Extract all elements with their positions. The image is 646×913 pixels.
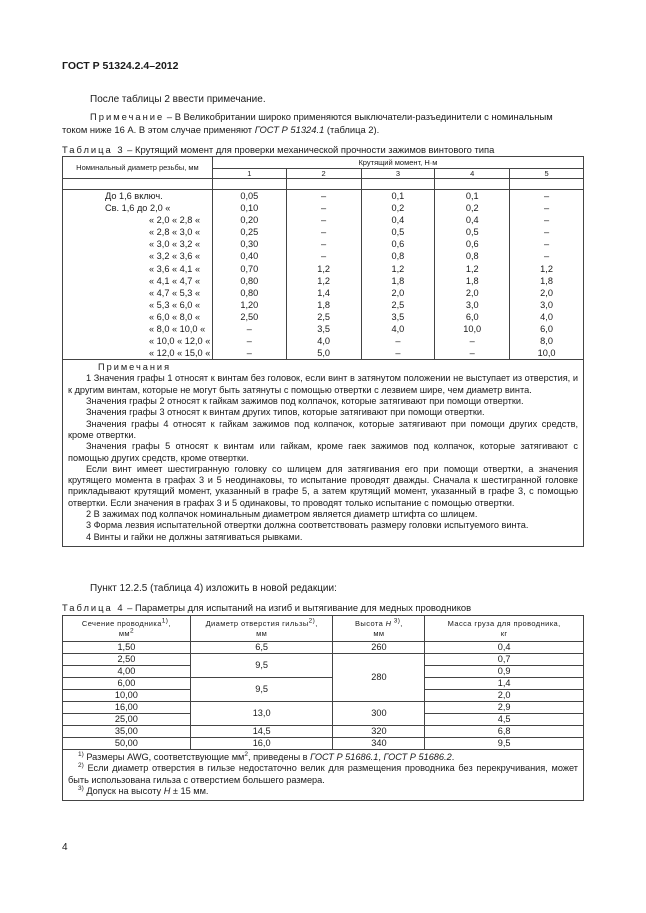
note-text-1: – В Великобритании широко применяются выключатели-разъединители с номинальным <box>164 111 553 122</box>
table3-row <box>63 190 584 203</box>
table3-note: Значения графы 3 относят к винтам других типов, которые затягивают при помощи отвертки. <box>86 407 485 418</box>
table4-diameter: 9,5 <box>190 654 333 678</box>
table3-caption-text: – Крутящий момент для проверки механической прочности зажимов винтового типа <box>124 144 495 155</box>
table4-section: 6,00 <box>63 678 191 690</box>
table3-torque-cell: 1,2 <box>510 262 584 274</box>
table3-torque-cell: 0,6 <box>361 238 435 250</box>
table3-note: Если винт имеет шестигранную головку со шлицем для затягивания его при помощи отвертки, а значения крутящего момента в графах 3 и 5 неодинаковы, то испытание проводят дважды. Сначала к шестигранной головке прикладывают крутящий момент, указанный в графе 5, а затем крутящий момент, указанный в графе 3, с помощью отвертки. Если значения в графах 3 и 5 одинаковы, то проводят только испытание с помощью отвертки. <box>68 463 578 508</box>
table3-torque-cell: 0,8 <box>435 250 510 262</box>
table3-diameter-cell: « 6,0 « 8,0 « <box>63 311 213 323</box>
table3-col-3: 3 <box>361 169 435 179</box>
table4-mass: 2,0 <box>425 690 584 702</box>
table3 <box>62 156 584 547</box>
table4-diameter: 9,5 <box>190 678 333 702</box>
table4-section: 25,00 <box>63 714 191 726</box>
document-code: ГОСТ Р 51324.2.4–2012 <box>62 60 179 72</box>
table3-diameter-cell: « 3,6 « 4,1 « <box>63 262 213 274</box>
table3-row <box>63 335 584 347</box>
note-label: Примечание <box>90 111 165 122</box>
table3-note: 3 Форма лезвия испытательной отвертки должна соответствовать размеру головки испытуемого винта. <box>86 520 529 531</box>
table3-torque-cell: 3,0 <box>435 299 510 311</box>
table4-diameter: 14,5 <box>190 726 333 738</box>
table3-torque-cell: 1,8 <box>286 299 361 311</box>
table3-torque-cell: 0,80 <box>212 275 286 287</box>
table3-torque-cell: 0,2 <box>435 202 510 214</box>
table3-torque-cell: 0,30 <box>212 238 286 250</box>
table3-torque-cell: 0,1 <box>435 190 510 203</box>
table4-mass: 9,5 <box>425 738 584 750</box>
table3-row <box>63 262 584 274</box>
table3-note: Значения графы 5 относят к винтам или гайкам, кроме гаек зажимов под колпачок, которые затягивают с помощью других средств, кроме отвертки. <box>68 441 578 463</box>
table3-torque-cell: – <box>212 335 286 347</box>
table3-row <box>63 214 584 226</box>
table3-torque-cell: 10,0 <box>435 323 510 335</box>
table3-torque-cell: 1,2 <box>286 275 361 287</box>
table3-row <box>63 238 584 250</box>
table4 <box>62 615 584 801</box>
table3-torque-cell: 2,50 <box>212 311 286 323</box>
table3-torque-cell: 0,4 <box>435 214 510 226</box>
table3-torque-cell: 1,20 <box>212 299 286 311</box>
table3-col-4: 4 <box>435 169 510 179</box>
table3-torque-cell: – <box>435 347 510 360</box>
table4-height: 340 <box>333 738 425 750</box>
table3-torque-cell: 2,0 <box>510 287 584 299</box>
table3-torque-cell: 0,2 <box>361 202 435 214</box>
table3-torque-cell: – <box>286 226 361 238</box>
table3-row <box>63 287 584 299</box>
table3-torque-cell: – <box>510 190 584 203</box>
table3-row <box>63 323 584 335</box>
table3-row <box>63 347 584 360</box>
table3-diameter-cell: « 2,0 « 2,8 « <box>63 214 213 226</box>
table3-torque-cell: 1,2 <box>435 262 510 274</box>
table3-torque-cell: 1,8 <box>361 275 435 287</box>
table3-header-diameter: Номинальный диаметр резьбы, мм <box>63 157 213 179</box>
table4-height: 300 <box>333 702 425 726</box>
note-standard-ref: ГОСТ Р 51324.1 <box>254 124 325 135</box>
table3-torque-cell: – <box>286 238 361 250</box>
table3-torque-cell: 5,0 <box>286 347 361 360</box>
table3-torque-cell: – <box>361 347 435 360</box>
table3-notes-title: Примечания <box>98 362 172 373</box>
table3-diameter-cell: « 3,2 « 3,6 « <box>63 250 213 262</box>
table3-torque-cell: – <box>286 214 361 226</box>
table3-torque-cell: – <box>510 202 584 214</box>
table4-mass: 0,9 <box>425 666 584 678</box>
table3-torque-cell: – <box>286 202 361 214</box>
table3-torque-cell: 6,0 <box>435 311 510 323</box>
table3-torque-cell: 4,0 <box>361 323 435 335</box>
table3-torque-cell: – <box>510 226 584 238</box>
table4-section: 50,00 <box>63 738 191 750</box>
table4-caption-text: – Параметры для испытаний на изгиб и вытягивание для медных проводников <box>124 602 472 613</box>
table4-section: 16,00 <box>63 702 191 714</box>
table3-torque-cell: 4,0 <box>286 335 361 347</box>
table4-footnote-2: $^{2)}$ Если диаметр отверстия в гильзе недостаточно велик для размещения проводника без перекручивания, может быть использована гильза с отверстием большего размера. <box>68 762 578 785</box>
table3-body <box>63 190 584 360</box>
table4-caption <box>62 601 471 614</box>
table3-caption-label: Таблица 3 <box>62 144 125 155</box>
table3-row <box>63 311 584 323</box>
paragraph-12-2-5: Пункт 12.2.5 (таблица 4) изложить в новой редакции: <box>90 583 337 594</box>
table4-section: 1,50 <box>63 642 191 654</box>
table3-torque-cell: 0,80 <box>212 287 286 299</box>
table3-diameter-cell: До 1,6 включ. <box>63 190 213 203</box>
table3-torque-cell: 1,2 <box>286 262 361 274</box>
table3-torque-cell: 3,5 <box>286 323 361 335</box>
table3-col-1: 1 <box>212 169 286 179</box>
table3-caption <box>62 143 494 156</box>
table3-torque-cell: – <box>212 347 286 360</box>
intro-note <box>62 110 584 136</box>
table3-torque-cell: 0,1 <box>361 190 435 203</box>
table3-diameter-cell: « 4,7 « 5,3 « <box>63 287 213 299</box>
table3-torque-cell: 3,5 <box>361 311 435 323</box>
table3-torque-cell: – <box>286 250 361 262</box>
table3-diameter-cell: Св. 1,6 до 2,0 « <box>63 202 213 214</box>
table3-torque-cell: 1,8 <box>510 275 584 287</box>
table4-footnote-1: $^{1)}$ Размеры AWG, соответствующие $мм^2$, приведены в ГОСТ Р 51686.1, ГОСТ Р 51686.2. <box>78 750 455 762</box>
table3-torque-cell: 2,5 <box>286 311 361 323</box>
table3-torque-cell: 2,5 <box>361 299 435 311</box>
table3-row <box>63 226 584 238</box>
table3-torque-cell: 4,0 <box>510 311 584 323</box>
table4-height: 280 <box>333 654 425 702</box>
table3-torque-cell: – <box>510 238 584 250</box>
table3-torque-cell: 10,0 <box>510 347 584 360</box>
table3-torque-cell: – <box>510 214 584 226</box>
table3-torque-cell: – <box>212 323 286 335</box>
note-text-2c: (таблица 2). <box>324 124 380 135</box>
table3-torque-cell: 0,8 <box>361 250 435 262</box>
table4-header-mass: Масса груза для проводника, кг <box>425 616 584 642</box>
table3-diameter-cell: « 2,8 « 3,0 « <box>63 226 213 238</box>
table3-torque-cell: 8,0 <box>510 335 584 347</box>
table3-diameter-cell: « 8,0 « 10,0 « <box>63 323 213 335</box>
table3-torque-cell: 0,10 <box>212 202 286 214</box>
table3-torque-cell: 0,4 <box>361 214 435 226</box>
table3-torque-cell: 0,70 <box>212 262 286 274</box>
table3-torque-cell: 0,5 <box>361 226 435 238</box>
table4-mass: 0,4 <box>425 642 584 654</box>
table3-row <box>63 202 584 214</box>
table4-height: 320 <box>333 726 425 738</box>
table3-row <box>63 275 584 287</box>
table4-mass: 0,7 <box>425 654 584 666</box>
table4-footnotes <box>63 750 584 801</box>
table3-row <box>63 250 584 262</box>
table3-note: Значения графы 4 относят к гайкам зажимов под колпачок, которые затягивают при помощи других средств, кроме отвертки. <box>68 418 578 440</box>
table3-diameter-cell: « 5,3 « 6,0 « <box>63 299 213 311</box>
table3-torque-cell: 2,0 <box>435 287 510 299</box>
intro-line: После таблицы 2 ввести примечание. <box>90 94 266 105</box>
table4-caption-label: Таблица 4 <box>62 602 125 613</box>
table3-note: 1 Значения графы 1 относят к винтам без головок, если винт в затянутом положении не выступает из отверстия, и к другим винтам, которые не могут быть затянуты с помощью отвертки с лезвием шире, чем диаметр винта. <box>68 373 578 395</box>
table4-section: 2,50 <box>63 654 191 666</box>
table4-mass: 4,5 <box>425 714 584 726</box>
table3-torque-cell: 0,20 <box>212 214 286 226</box>
table3-header-torque: Крутящий момент, Н·м <box>212 157 583 169</box>
table3-torque-cell: 0,5 <box>435 226 510 238</box>
note-text-2a: током ниже 16 А. В этом случае применяют <box>62 124 255 135</box>
table3-torque-cell: 0,40 <box>212 250 286 262</box>
table3-col-5: 5 <box>510 169 584 179</box>
table3-col-2: 2 <box>286 169 361 179</box>
table4-header-height: Высота H $^{3)}$, мм <box>333 616 425 642</box>
table4-header-section: Сечение проводника$^{1)}$, $мм^2$ <box>63 616 191 642</box>
table3-diameter-cell: « 12,0 « 15,0 « <box>63 347 213 360</box>
table3-torque-cell: 1,8 <box>435 275 510 287</box>
table3-torque-cell: 1,2 <box>361 262 435 274</box>
table3-torque-cell: 1,4 <box>286 287 361 299</box>
table3-row <box>63 299 584 311</box>
table3-diameter-cell: « 4,1 « 4,7 « <box>63 275 213 287</box>
table4-diameter: 16,0 <box>190 738 333 750</box>
page-number: 4 <box>62 842 68 853</box>
table3-torque-cell: 3,0 <box>510 299 584 311</box>
table4-diameter: 13,0 <box>190 702 333 726</box>
table3-torque-cell: 0,25 <box>212 226 286 238</box>
table4-mass: 2,9 <box>425 702 584 714</box>
table3-torque-cell: 2,0 <box>361 287 435 299</box>
table3-notes <box>63 360 584 547</box>
table3-note: 2 В зажимах под колпачок номинальным диаметром является диаметр штифта со шлицем. <box>86 508 478 519</box>
table3-torque-cell: – <box>510 250 584 262</box>
table4-section: 35,00 <box>63 726 191 738</box>
table4-section: 4,00 <box>63 666 191 678</box>
table3-torque-cell: – <box>286 190 361 203</box>
table4-mass: 6,8 <box>425 726 584 738</box>
table4-mass: 1,4 <box>425 678 584 690</box>
table3-note: Значения графы 2 относят к гайкам зажимов под колпачок, которые затягивают при помощи отвертки. <box>86 396 524 407</box>
table4-height: 260 <box>333 642 425 654</box>
table3-note: 4 Винты и гайки не должны затягиваться рывками. <box>86 531 303 542</box>
table3-torque-cell: – <box>361 335 435 347</box>
table3-torque-cell: 0,6 <box>435 238 510 250</box>
table3-torque-cell: – <box>435 335 510 347</box>
table4-section: 10,00 <box>63 690 191 702</box>
table3-torque-cell: 0,05 <box>212 190 286 203</box>
table4-diameter: 6,5 <box>190 642 333 654</box>
table4-header-diameter: Диаметр отверстия гильзы$^{2)}$, мм <box>190 616 333 642</box>
table3-torque-cell: 6,0 <box>510 323 584 335</box>
table3-diameter-cell: « 3,0 « 3,2 « <box>63 238 213 250</box>
table3-diameter-cell: « 10,0 « 12,0 « <box>63 335 213 347</box>
table4-footnote-3: $^{3)}$ Допуск на высоту H ± 15 мм. <box>78 784 209 796</box>
